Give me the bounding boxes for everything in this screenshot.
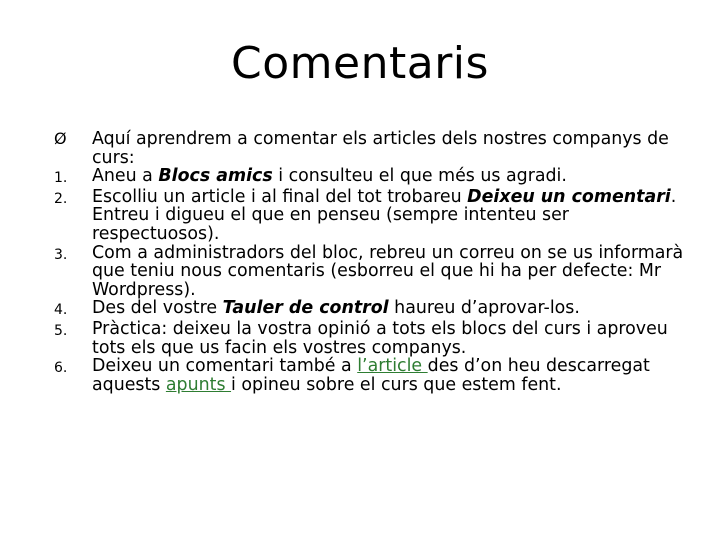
emphasized-text: Tauler de control bbox=[222, 298, 389, 319]
text-run: i consulteu el que més us agradi. bbox=[272, 166, 567, 187]
text-run: Escolliu un article i al final del tot trobareu bbox=[92, 186, 468, 207]
text-run: i opineu sobre el curs que estem fent. bbox=[231, 374, 562, 395]
text-run: Aneu a bbox=[92, 166, 159, 187]
list-number: 1. bbox=[54, 170, 68, 187]
list-number: 6. bbox=[54, 360, 68, 377]
list-item-text bbox=[92, 357, 694, 394]
text-run: Pràctica: deixeu la vostra opinió a tots els blocs del curs i aproveu tots els que us facin els vostres companys. bbox=[92, 318, 668, 358]
list-item bbox=[54, 188, 694, 244]
emphasized-text: Deixeu un comentari bbox=[467, 186, 671, 207]
arrow-bullet-icon: Ø bbox=[54, 129, 67, 148]
list-item bbox=[54, 244, 694, 300]
slide-title: Comentaris bbox=[231, 38, 489, 89]
list-item bbox=[54, 167, 694, 188]
text-run: des d’on heu descarregat aquests bbox=[92, 356, 650, 395]
emphasized-text: Blocs amics bbox=[158, 166, 273, 187]
list-item-text bbox=[92, 130, 694, 167]
text-run: Deixeu un comentari també a bbox=[92, 356, 358, 377]
list-item-text bbox=[92, 188, 694, 244]
list-number: 3. bbox=[54, 246, 68, 263]
text-run: haureu d’aprovar-los. bbox=[388, 298, 580, 319]
list-item bbox=[54, 299, 694, 320]
text-run: Aquí aprendrem a comentar els articles dels nostres companys de curs: bbox=[92, 129, 669, 168]
list-item-text bbox=[92, 299, 694, 318]
list-item bbox=[54, 130, 694, 167]
list-item-text bbox=[92, 320, 694, 357]
list-item bbox=[54, 320, 694, 357]
list-number: 5. bbox=[54, 322, 68, 339]
list-number: 2. bbox=[54, 190, 68, 207]
list-item bbox=[54, 357, 694, 394]
list-item-text bbox=[92, 167, 694, 186]
list-number: 4. bbox=[54, 302, 68, 319]
text-run: . Entreu i digueu el que en penseu (sempre intenteu ser respectuosos). bbox=[92, 186, 677, 244]
text-run: Com a administradors del bloc, rebreu un correu on se us informarà que teniu nous comentaris (esborreu el que hi ha per defecte: Mr Wordpress). bbox=[92, 242, 684, 300]
instruction-list bbox=[54, 130, 694, 394]
list-item-text bbox=[92, 244, 694, 300]
text-link[interactable]: apunts bbox=[165, 374, 232, 395]
text-link[interactable]: l’article bbox=[357, 356, 428, 377]
text-run: Des del vostre bbox=[92, 298, 223, 319]
